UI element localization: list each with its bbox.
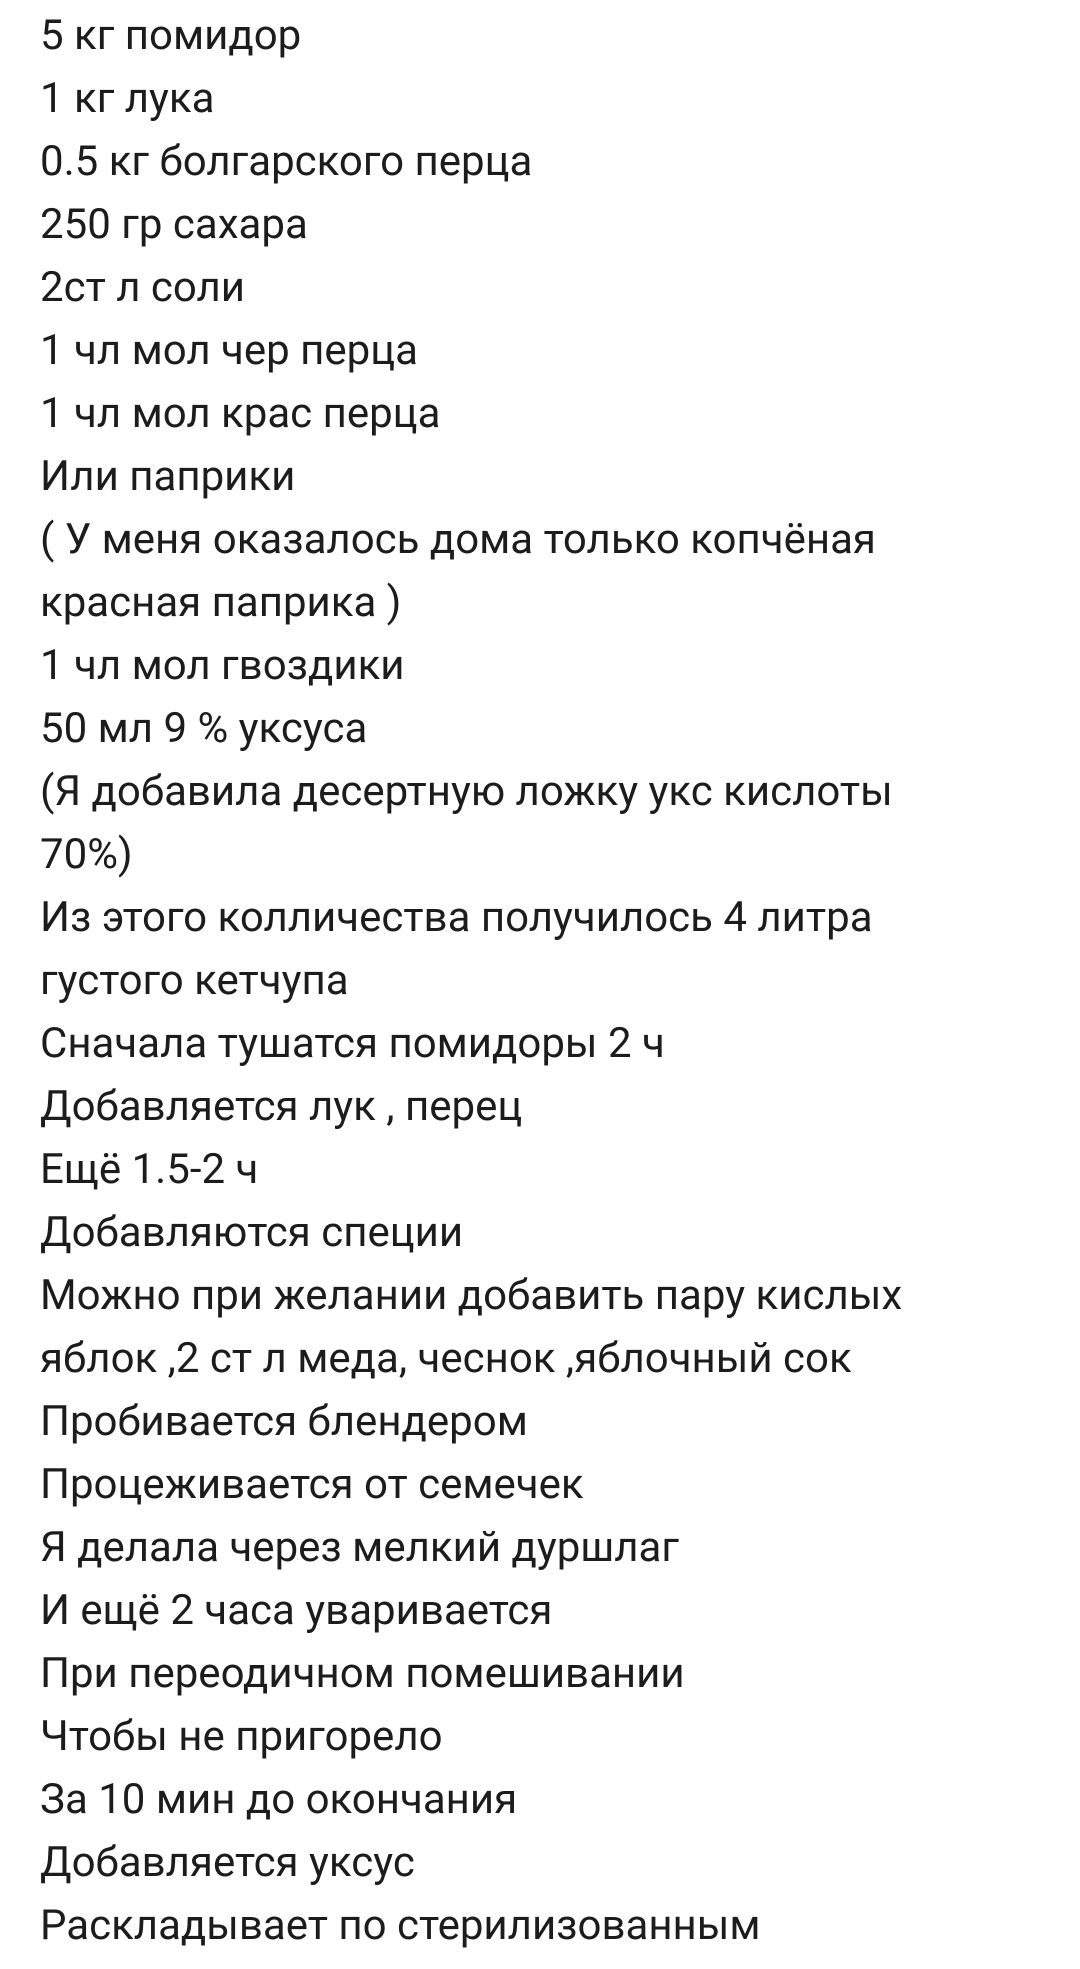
note-line: 2ст л соли xyxy=(40,263,246,312)
note-line: 5 кг помидор xyxy=(40,11,302,60)
note-line: 1 чл мол крас перца xyxy=(40,389,441,438)
note-line: И ещё 2 часа уваривается xyxy=(40,1586,553,1635)
note-line: Или паприки xyxy=(40,452,296,501)
note-line: Можно при желании добавить пару кислых xyxy=(40,1271,903,1320)
note-line: 50 мл 9 % уксуса xyxy=(40,704,368,753)
note-line: 1 чл мол гвоздики xyxy=(40,641,405,690)
note-line: 250 гр сахара xyxy=(40,200,308,249)
note-line: Процеживается от семечек xyxy=(40,1460,584,1509)
note-line: Добавляется уксус xyxy=(40,1838,415,1887)
note-line: ( У меня оказалось дома только копчёная xyxy=(40,515,876,564)
note-line: Раскладывает по стерилизованным xyxy=(40,1901,761,1950)
note-line: Пробивается блендером xyxy=(40,1397,528,1446)
note-line: красная паприка ) xyxy=(40,578,402,627)
note-line: 1 чл мол чер перца xyxy=(40,326,418,375)
note-line: Я делала через мелкий дуршлаг xyxy=(40,1523,680,1572)
note-line: Добавляются специи xyxy=(40,1208,464,1257)
note-line: Чтобы не пригорело xyxy=(40,1712,443,1761)
note-line: 70%) xyxy=(40,830,133,879)
note-line: 1 кг лука xyxy=(40,74,215,123)
note-line: При переодичном помешивании xyxy=(40,1649,685,1698)
note-line: яблок ,2 ст л меда, чеснок ,яблочный сок xyxy=(40,1334,852,1383)
note-line: За 10 мин до окончания xyxy=(40,1775,518,1824)
note-line: (Я добавила десертную ложку укс кислоты xyxy=(40,767,893,816)
note-line: густого кетчупа xyxy=(40,956,349,1005)
note-line: Добавляется лук , перец xyxy=(40,1082,523,1131)
note-line: Ещё 1.5-2 ч xyxy=(40,1145,259,1194)
note-line: Сначала тушатся помидоры 2 ч xyxy=(40,1019,665,1068)
note-body[interactable] xyxy=(40,4,1060,1957)
note-line: 0.5 кг болгарского перца xyxy=(40,137,533,186)
note-line: Из этого колличества получилось 4 литра xyxy=(40,893,873,942)
